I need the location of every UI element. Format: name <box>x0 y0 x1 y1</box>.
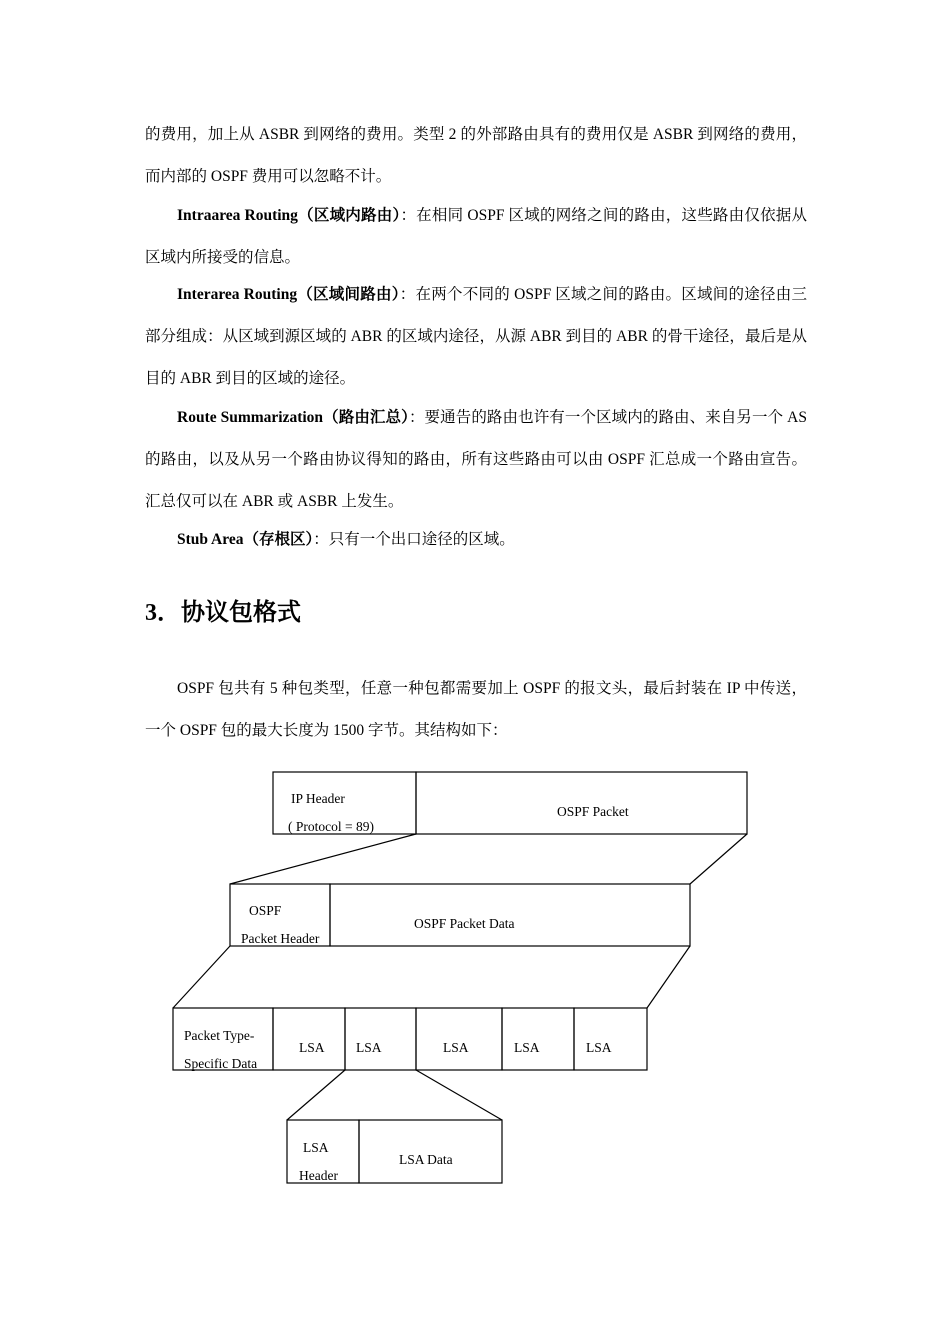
expand-line-left <box>230 834 416 884</box>
ospf-header-label: OSPF <box>249 903 282 918</box>
lsa-data-label: LSA Data <box>399 1152 453 1167</box>
term-stub-area: Stub Area（存根区） <box>177 531 314 548</box>
paragraph-text: OSPF 包共有 5 种包类型，任意一种包都需要加上 OSPF 的报文头，最后封装在 IP 中传送，一个 OSPF 包的最大长度为 1500 字节。其结构如下： <box>145 680 807 739</box>
lsa-box <box>345 1008 416 1070</box>
expand-line-right <box>647 946 690 1008</box>
ospf-packet-label: OSPF Packet <box>557 804 629 819</box>
specific-data-label: Specific Data <box>184 1056 258 1071</box>
expand-line-right <box>416 1070 502 1120</box>
lsa-header-label: LSA <box>303 1140 329 1155</box>
lsa-label: LSA <box>443 1040 469 1055</box>
expand-line-right <box>690 834 747 884</box>
lsa-box <box>416 1008 502 1070</box>
term-interarea: Interarea Routing（区域间路由） <box>177 286 400 303</box>
paragraph-text: ：要通告的路由也许有一个区域内的路由、来自另一个 AS 的路由，以及从另一个路由协议得知的路由，所有这些路由可以由 OSPF 汇总成一个路由宣告。汇总仅可以在 ABR 或 ASBR 上发生。 <box>145 409 807 510</box>
ospf-packet-data-label: OSPF Packet Data <box>414 916 515 931</box>
lsa-box <box>502 1008 574 1070</box>
lsa-box <box>273 1008 345 1070</box>
lsa-header-sub-label: Header <box>299 1168 338 1183</box>
ip-header-label: IP Header <box>291 791 345 806</box>
ospf-packet-data-box <box>330 884 690 946</box>
paragraph-text: ：只有一个出口途径的区域。 <box>313 531 515 548</box>
expand-line-left <box>287 1070 345 1120</box>
packet-type-label: Packet Type- <box>184 1028 255 1043</box>
term-intraarea: Intraarea Routing（区域内路由） <box>177 207 401 224</box>
lsa-label: LSA <box>514 1040 540 1055</box>
ospf-packet-box <box>416 772 747 834</box>
section-heading: 3．协议包格式 <box>145 600 301 626</box>
expand-line-left <box>173 946 230 1008</box>
paragraph-text: ：在相同 OSPF 区域的网络之间的路由，这些路由仅依据从区域内所接受的信息。 <box>145 207 808 266</box>
packet-header-label: Packet Header <box>241 931 320 946</box>
ip-protocol-label: ( Protocol = 89) <box>288 819 374 834</box>
term-route-summarization: Route Summarization（路由汇总） <box>177 409 409 426</box>
paragraph-text: ：在两个不同的 OSPF 区域之间的路由。区域间的途径由三部分组成：从区域到源区域的 ABR 的区域内途径，从源 ABR 到目的 ABR 的骨干途径，最后是从目的 ABR 到目的区域的途径。 <box>145 286 807 387</box>
lsa-label: LSA <box>586 1040 612 1055</box>
lsa-label: LSA <box>299 1040 325 1055</box>
paragraph-text: 的费用，加上从 ASBR 到网络的费用。类型 2 的外部路由具有的费用仅是 ASBR 到网络的费用，而内部的 OSPF 费用可以忽略不计。 <box>145 126 807 185</box>
lsa-box <box>574 1008 647 1070</box>
lsa-label: LSA <box>356 1040 382 1055</box>
